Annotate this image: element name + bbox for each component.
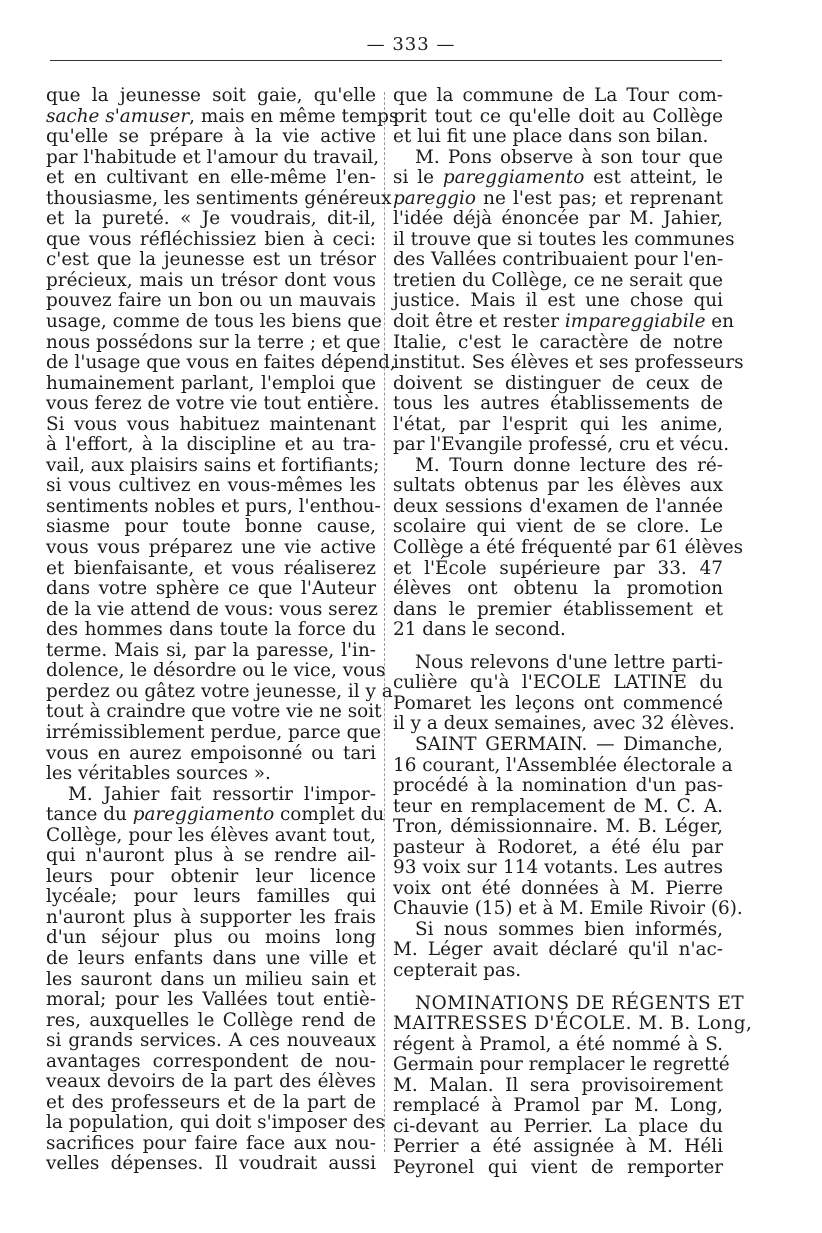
text-line: vous vous préparez une vie active: [46, 537, 376, 559]
text-line: sacrifices pour faire face aux nou-: [46, 1132, 376, 1154]
text-line: sentiments nobles et purs, l'enthou-: [46, 495, 381, 517]
text-line: et l'École supérieure par 33. 47: [393, 557, 723, 579]
text-line: il trouve que si toutes les communes: [393, 228, 735, 250]
text-line: que vous réfléchissiez bien à ceci:: [46, 228, 376, 250]
text-line: M. Léger avait déclaré qu'il n'ac-: [393, 939, 723, 961]
text-line: Perrier a été assignée à M. Héli: [393, 1136, 723, 1158]
paragraph-gap: [393, 982, 723, 994]
text-line: Nous relevons d'une lettre parti-: [415, 651, 723, 673]
text-line: et lui fit une place dans son bilan.: [393, 126, 709, 148]
paragraph-gap: [393, 641, 723, 653]
text-line: la population, qui doit s'imposer des: [46, 1112, 385, 1134]
text-line: sultats obtenus par les élèves aux: [393, 475, 723, 497]
text-line: veaux devoirs de la part des élèves: [46, 1071, 376, 1093]
text-line: moral; pour les Vallées tout entiè-: [46, 989, 376, 1011]
text-line: M. Malan. Il sera provisoirement: [393, 1074, 723, 1096]
text-line: terme. Mais si, par la paresse, l'in-: [46, 639, 376, 661]
text-line: il y a deux semaines, avec 32 élèves.: [393, 713, 735, 735]
text-line: des Vallées contribuaient pour l'en-: [393, 249, 724, 271]
text-line: 21 dans le second.: [393, 619, 566, 641]
text-line: et la pureté. « Je voudrais, dit-il,: [46, 208, 376, 230]
text-line: régent à Pramol, a été nommé à S.: [393, 1033, 723, 1055]
text-line: M. Pons observe à son tour que: [415, 146, 723, 168]
text-line: scolaire qui vient de se clore. Le: [393, 516, 723, 538]
text-line: avantages correspondent de nou-: [46, 1050, 376, 1072]
text-line: dans le premier établissement et: [393, 598, 723, 620]
text-line: Si nous sommes bien informés,: [415, 918, 723, 940]
text-line: que la commune de La Tour com-: [393, 85, 723, 106]
text-line: leurs pour obtenir leur licence: [46, 865, 376, 887]
text-line: M. Jahier fait ressortir l'impor-: [68, 783, 376, 805]
text-line: si vous cultivez en vous-mêmes les: [46, 475, 376, 497]
text-line: doit être et rester impareggiabile en: [393, 311, 735, 333]
text-line: vous ferez de votre vie tout entière.: [46, 393, 380, 415]
text-line: Collège a été fréquenté par 61 élèves: [393, 537, 744, 559]
text-line: lycéale; pour leurs familles qui: [46, 886, 376, 908]
text-line: et bienfaisante, et vous réaliserez: [46, 557, 376, 579]
text-line: 93 voix sur 114 votants. Les autres: [393, 857, 723, 879]
text-line: pareggio ne l'est pas; et reprenant: [393, 187, 723, 209]
text-line: ci-devant au Perrier. La place du: [393, 1115, 723, 1137]
text-line: l'état, par l'esprit qui les anime,: [393, 413, 723, 435]
text-line: des hommes dans toute la force du: [46, 619, 376, 641]
text-line: si le pareggiamento est atteint, le: [393, 167, 724, 189]
text-line: irrémissiblement perdue, parce que: [46, 721, 382, 743]
text-line: Collège, pour les élèves avant tout,: [46, 824, 376, 846]
text-line: perdez ou gâtez votre jeunesse, il y a: [46, 680, 393, 702]
text-line: de l'usage que vous en faites dépend,: [46, 352, 396, 374]
column-divider: [384, 92, 385, 1152]
text-line: d'un séjour plus ou moins long: [46, 927, 376, 949]
text-line: de leurs enfants dans une ville et: [46, 947, 376, 969]
text-line: et des professeurs et de la part de: [46, 1091, 376, 1113]
text-line: MAITRESSES D'ÉCOLE. M. B. Long,: [393, 1013, 753, 1035]
text-line: qu'elle se prépare à la vie active: [46, 126, 376, 148]
text-line: que la jeunesse soit gaie, qu'elle: [46, 85, 376, 106]
text-line: élèves ont obtenu la promotion: [393, 578, 723, 600]
text-line: par l'habitude et l'amour du travail,: [46, 146, 380, 168]
text-line: institut. Ses élèves et ses professeurs: [393, 352, 744, 374]
text-line: M. Tourn donne lecture des ré-: [415, 454, 723, 476]
text-line: res, auxquelles le Collège rend de: [46, 1009, 376, 1031]
text-line: SAINT GERMAIN. — Dimanche,: [415, 733, 723, 755]
right-column: [393, 85, 753, 1178]
text-line: humainement parlant, l'emploi que: [46, 372, 376, 394]
text-line: tous les autres établissements de: [393, 393, 723, 415]
text-line: Tron, démissionnaire. M. B. Léger,: [393, 816, 723, 838]
text-line: les véritables sources ».: [46, 763, 271, 785]
page-number: — 333 —: [366, 34, 456, 55]
text-line: teur en remplacement de M. C. A.: [393, 795, 723, 817]
text-line: dolence, le désordre ou le vice, vous: [46, 660, 386, 682]
text-line: NOMINATIONS DE RÉGENTS ET: [415, 992, 745, 1014]
text-line: tretien du Collège, ce ne serait que: [393, 269, 723, 291]
text-line: n'auront plus à supporter les frais: [46, 906, 376, 928]
text-line: voix ont été données à M. Pierre: [393, 877, 723, 899]
text-line: si grands services. A ces nouveaux: [46, 1030, 376, 1052]
text-line: de la vie attend de vous: vous serez: [46, 598, 378, 620]
text-line: Peyronel qui vient de remporter: [393, 1156, 723, 1178]
text-line: tout à craindre que votre vie ne soit: [46, 701, 382, 723]
text-line: et en cultivant en elle-même l'en-: [46, 167, 376, 189]
text-line: à l'effort, à la discipline et au tra-: [46, 434, 376, 456]
text-line: Germain pour remplacer le regretté: [393, 1054, 730, 1076]
text-line: procédé à la nomination d'un pas-: [393, 775, 723, 797]
text-line: tance du pareggiamento complet du: [46, 804, 385, 826]
text-line: dans votre sphère ce que l'Auteur: [46, 578, 376, 600]
text-line: Pomaret les leçons ont commencé: [393, 692, 723, 714]
text-line: nous possédons sur la terre ; et que: [46, 331, 381, 353]
text-line: Chauvie (15) et à M. Emile Rivoir (6).: [393, 898, 743, 920]
text-line: justice. Mais il est une chose qui: [393, 290, 723, 312]
text-line: les sauront dans un milieu sain et: [46, 968, 376, 990]
text-line: sache s'amuser, mais en même temps: [46, 105, 399, 127]
text-line: par l'Evangile professé, cru et vécu.: [393, 434, 730, 456]
text-line: velles dépenses. Il voudrait aussi: [46, 1153, 376, 1175]
text-line: Italie, c'est le caractère de notre: [393, 331, 723, 353]
text-line: cepterait pas.: [393, 959, 522, 981]
text-line: l'idée déjà énoncée par M. Jahier,: [393, 208, 723, 230]
text-line: c'est que la jeunesse est un trésor: [46, 249, 376, 271]
text-line: vail, aux plaisirs sains et fortifiants;: [46, 454, 380, 476]
text-line: siasme pour toute bonne cause,: [46, 516, 376, 538]
text-line: vous en aurez empoisonné ou tari: [46, 742, 376, 764]
text-line: culière qu'à l'ECOLE LATINE du: [393, 672, 723, 694]
left-column: [46, 85, 399, 1175]
header-rule: [50, 60, 722, 61]
text-line: thousiasme, les sentiments généreux: [46, 187, 392, 209]
text-line: usage, comme de tous les biens que: [46, 311, 382, 333]
text-line: précieux, mais un trésor dont vous: [46, 269, 376, 291]
text-line: doivent se distinguer de ceux de: [393, 372, 723, 394]
text-line: Si vous vous habituez maintenant: [46, 413, 376, 435]
text-line: deux sessions d'examen de l'année: [393, 495, 723, 517]
text-line: pouvez faire un bon ou un mauvais: [46, 290, 376, 312]
text-line: 16 courant, l'Assemblée électorale a: [393, 754, 733, 776]
text-line: remplacé à Pramol par M. Long,: [393, 1095, 723, 1117]
text-line: qui n'auront plus à se rendre ail-: [46, 845, 376, 867]
text-line: prit tout ce qu'elle doit au Collège: [393, 105, 723, 127]
text-line: pasteur à Rodoret, a été élu par: [393, 836, 723, 858]
